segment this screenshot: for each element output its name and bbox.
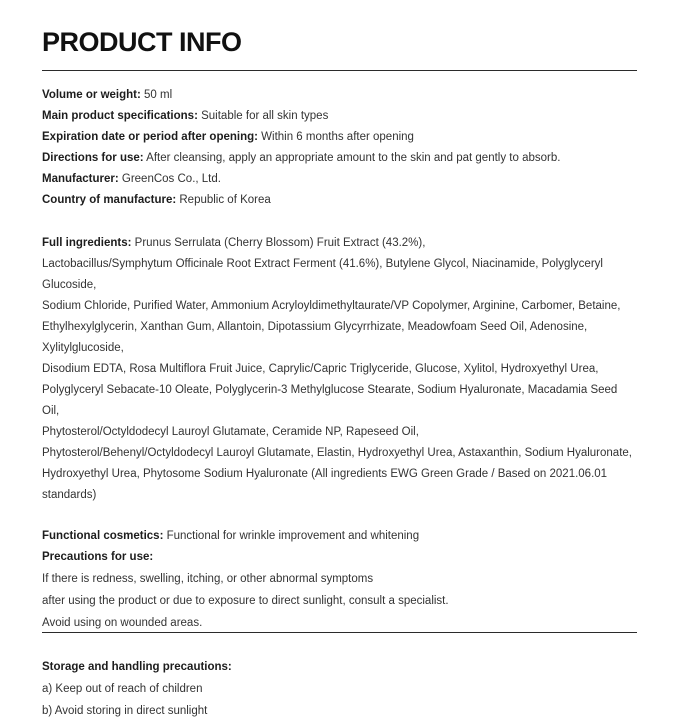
storage-line: b) Avoid storing in direct sunlight [42,704,208,717]
functional-value: Functional for wrinkle improvement and whitening [163,529,420,542]
precautions-line: If there is redness, swelling, itching, or other abnormal symptoms [42,572,374,585]
spec-label: Manufacturer: [42,172,119,185]
precautions-line: Avoid using on wounded areas. [42,616,203,629]
spec-label: Directions for use: [42,151,144,164]
spec-label: Country of manufacture: [42,193,177,206]
full-ingredients-block [42,233,637,506]
spec-value: GreenCos Co., Ltd. [118,172,221,185]
spec-row [42,148,637,169]
spec-value: After cleansing, apply an appropriate amount to the skin and pat gently to absorb. [143,151,561,164]
ingredients-line: Lactobacillus/Symphytum Officinale Root Extract Ferment (41.6%), Butylene Glycol, Niacinamide, Polyglyceryl Glucoside, [42,257,603,291]
functional-label: Functional cosmetics: [42,529,164,542]
ingredients-label: Full ingredients: [42,236,132,249]
spec-value: 50 ml [140,88,173,101]
storage-line: a) Keep out of reach of children [42,682,203,695]
title-divider [42,70,637,71]
ingredients-line: Polyglyceryl Sebacate-10 Oleate, Polyglycerin-3 Methylglucose Stearate, Sodium Hyaluronate, Macadamia Seed Oil, [42,383,618,417]
spec-row [42,85,637,106]
storage-precautions-block [42,656,637,722]
specifications-block [42,85,637,211]
spec-label: Volume or weight: [42,88,141,101]
storage-heading: Storage and handling precautions: [42,660,232,673]
ingredients-text: Prunus Serrulata (Cherry Blossom) Fruit Extract (43.2%), [131,236,426,249]
spec-row [42,190,637,211]
functional-cosmetics-block [42,526,637,634]
ingredients-line: Phytosterol/Behenyl/Octyldodecyl Lauroyl Glutamate, Elastin, Hydroxyethyl Urea, Astaxanthin, Sodium Hyaluronate, [42,446,632,459]
functional-row [42,526,637,547]
ingredients-line: Ethylhexylglycerin, Xanthan Gum, Allantoin, Dipotassium Glycyrrhizate, Meadowfoam Seed Oil, Adenosine, Xylitylglucoside, [42,320,588,354]
bottom-divider [42,632,637,633]
spec-value: Republic of Korea [176,193,271,206]
ingredients-line: Sodium Chloride, Purified Water, Ammonium Acryloyldimethyltaurate/VP Copolymer, Arginine, Carbomer, Betaine, [42,299,621,312]
ingredients-line: Hydroxyethyl Urea, Phytosome Sodium Hyaluronate (All ingredients EWG Green Grade / Based on 2021.06.01 standards) [42,467,608,501]
ingredients-first-line [42,233,637,254]
spec-row [42,169,637,190]
precautions-line: after using the product or due to exposure to direct sunlight, consult a specialist. [42,594,449,607]
spec-label: Main product specifications: [42,109,198,122]
ingredients-line: Phytosterol/Octyldodecyl Lauroyl Glutamate, Ceramide NP, Rapeseed Oil, [42,425,419,438]
ingredients-line: Disodium EDTA, Rosa Multiflora Fruit Juice, Caprylic/Capric Triglyceride, Glucose, Xylitol, Hydroxyethyl Urea, [42,362,599,375]
spec-label: Expiration date or period after opening: [42,130,258,143]
spec-row [42,127,637,148]
spec-row [42,106,637,127]
precautions-heading: Precautions for use: [42,550,154,563]
page-title: PRODUCT INFO [42,27,242,57]
spec-value: Within 6 months after opening [257,130,414,143]
spec-value: Suitable for all skin types [197,109,329,122]
